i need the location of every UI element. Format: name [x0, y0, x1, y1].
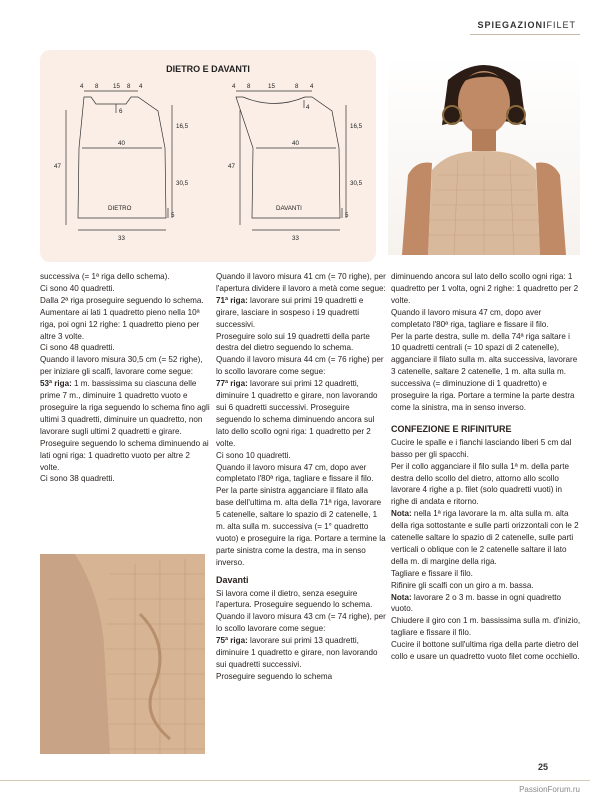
paragraph: Cucire le spalle e i fianchi lasciando liberi 5 cm dal basso per gli spacchi.	[391, 437, 572, 459]
dim-front-armhole: 16,5	[350, 123, 363, 130]
dim-front-hem: 33	[292, 235, 299, 242]
paragraph-row77	[216, 378, 386, 449]
header-subtitle: FILET	[546, 20, 576, 30]
dim-back-8-left: 8	[95, 83, 99, 90]
dim-back-neck: 15	[113, 83, 120, 90]
paragraph: Aumentare ai lati 1 quadretto pieno nella 10ª riga, poi ogni 12 righe: 1 quadretto pieno per altre 3 volte.	[40, 307, 200, 341]
paragraph: Ci sono 48 quadretti.	[40, 343, 115, 353]
dim-front-neck: 15	[268, 83, 275, 90]
paragraph: Proseguire solo sui 19 quadretti della parte destra del dietro seguendo lo schema.	[216, 331, 370, 353]
paragraph: Ci sono 40 quadretti.	[40, 283, 115, 293]
paragraph-row75	[216, 635, 386, 671]
dim-back-width: 40	[118, 140, 125, 147]
paragraph: Cucire il bottone sull'ultima riga della parte dietro del collo e usare un quadretto vuoto filet come occhiello.	[391, 640, 580, 662]
paragraph: diminuendo ancora sul lato dello scollo ogni riga: 1 quadretto per 1 volta, ogni 2 righe: 1 quadretto per 2 volte.	[391, 272, 579, 305]
text-column-2	[216, 271, 386, 683]
dim-front-neck-depth: 4	[306, 104, 310, 111]
row-text: lavorare sui primi 12 quadretti, diminuire 1 quadretto e girare, non lavorando sui 6 quadretti successivi. Proseguire seguendo lo schema diminuendo ancora sul lato dello scollo ogni riga: 1 quadretto per 2 volte.	[216, 379, 378, 448]
dim-back-split: 5	[171, 212, 175, 219]
paragraph-nota2	[391, 592, 581, 616]
front-label: DAVANTI	[276, 205, 302, 212]
row-label: 71ª riga:	[216, 295, 248, 305]
dim-back-slit: 6	[119, 108, 123, 115]
paragraph: Quando il lavoro misura 44 cm (= 76 righe) per lo scollo lavorare come segue:	[216, 355, 384, 377]
text-column-1	[40, 271, 210, 485]
dim-back-shoulder-right: 4	[139, 83, 143, 90]
page-header	[477, 20, 576, 30]
model-photo	[388, 55, 580, 255]
row-text: lavorare sui primi 13 quadretti, diminuire 1 quadretto e girare, non lavorando sui quadretti successivi.	[216, 636, 378, 669]
schema-title: DIETRO E DAVANTI	[166, 64, 250, 74]
dim-back-length: 47	[54, 163, 61, 170]
paragraph: Per il collo agganciare il filo sulla 1ª m. della parte destra dello scollo del dietro, attorno allo scollo lavorare 4 righe a p. filet (solo quadretti vuoti) in righe di andata e ritorno.	[391, 461, 569, 507]
paragraph: Quando il lavoro misura 47 cm, dopo aver completato l'80ª riga, tagliare e fissare il filo.	[391, 307, 549, 329]
row-text: 1 m. bassissima su ciascuna delle prime 7 m., diminuire 1 quadretto vuoto e proseguire la riga seguendo lo schema fino agli ultimi 3 quadretti, diminuire un quadretto, non lavorare sugli ultimi 2 quadretti e girare.	[40, 379, 210, 436]
dim-back-shoulder-left: 4	[80, 83, 84, 90]
section-heading-davanti: Davanti	[216, 574, 249, 585]
dim-front-8-left: 8	[247, 83, 251, 90]
paragraph: Quando il lavoro misura 30,5 cm (= 52 righe), per iniziare gli scalfi, lavorare come segue:	[40, 355, 203, 377]
dim-back-armhole: 16,5	[176, 123, 189, 130]
dim-back-8-right: 8	[127, 83, 131, 90]
dim-front-length: 47	[228, 163, 235, 170]
header-rule	[470, 34, 580, 35]
paragraph: successiva (= 1ª riga dello schema).	[40, 272, 170, 281]
paragraph: Per la parte destra, sulle m. della 74ª riga saltare i 10 quadretti centrali (= 10 spazi di 2 catenelle), agganciare il filato sulla m. alta successiva, lavorare 3 catenelle, saltare 2 catenelle, 1 m. alta sulla m. successiva (= diminuzione di 1 quadretto) e proseguire la riga. Portare a termine la parte destra come la sinistra, ma in senso inverso.	[391, 331, 578, 412]
schema-panel	[40, 50, 376, 262]
paragraph-row53	[40, 378, 210, 438]
dim-back-body: 30,5	[176, 180, 189, 187]
paragraph: Quando il lavoro misura 41 cm (= 70 righe), per l'apertura dividere il lavoro a metà come segue:	[216, 272, 386, 293]
footer-rule	[0, 780, 590, 781]
dim-front-split: 5	[345, 212, 349, 219]
model-illustration	[388, 55, 580, 255]
paragraph: Per la parte sinistra agganciare il filato alla base dell'ultima m. alta della 71ª riga, lavorare 5 catenelle, saltare lo spazio di 2 catenelle, 1 m. alta sulla m. successiva (= 1° quadretto vuoto) e proseguire la riga. Portare a termine la parte sinistra come la destra, ma in senso inverso.	[216, 486, 386, 567]
schema-diagram	[40, 50, 376, 262]
paragraph: Tagliare e fissare il filo.	[391, 568, 473, 578]
paragraph: Proseguire seguendo lo schema diminuendo ai lati ogni riga: 1 quadretto vuoto per altre 2 volte.	[40, 438, 209, 472]
dim-front-body: 30,5	[350, 180, 363, 187]
garment-closeup-photo	[40, 554, 205, 754]
paragraph: Quando il lavoro misura 47 cm, dopo aver completato l'80ª riga, tagliare e fissare il filo.	[216, 462, 374, 484]
row-label: 75ª riga:	[216, 636, 248, 646]
dim-front-width: 40	[292, 140, 299, 147]
paragraph: Ci sono 38 quadretti.	[40, 474, 115, 484]
paragraph: Chiudere il giro con 1 m. bassissima sulla m. d'inizio, tagliare e fissare il filo.	[391, 616, 581, 638]
note-text: nella 1ª riga lavorare la m. alta sulla m. alta della riga sottostante e sulle parti orizzontali con le 2 catenelle saltare lo spazio di 2 catenelle, sulle parti verticali o oblique con le 2 catenelle saltare il lato della m. di margine della riga.	[391, 509, 579, 566]
note-text: lavorare 2 o 3 m. basse in ogni quadretto vuoto.	[391, 592, 562, 614]
dim-front-shoulder-left: 4	[232, 83, 236, 90]
paragraph: Si lavora come il dietro, senza eseguire l'apertura. Proseguire seguendo lo schema. Quando il lavoro misura 43 cm (= 74 righe), per lo scollo lavorare come segue:	[216, 588, 386, 634]
dim-front-8-right: 8	[295, 83, 299, 90]
back-label: DIETRO	[108, 205, 132, 212]
paragraph: Ci sono 10 quadretti.	[216, 450, 291, 460]
paragraph-row71	[216, 295, 386, 331]
header-title: SPIEGAZIONI	[477, 20, 547, 30]
paragraph: Proseguire seguendo lo schema	[216, 671, 333, 681]
paragraph: Rifinire gli scalfi con un giro a m. bassa.	[391, 580, 534, 590]
dim-back-hem: 33	[118, 235, 125, 242]
note-label: Nota:	[391, 592, 412, 602]
row-label: 77ª riga:	[216, 379, 248, 389]
paragraph-nota1	[391, 508, 581, 568]
page-number: 25	[538, 762, 549, 772]
row-text: lavorare sui primi 19 quadretti e girare, lasciare in sospeso i 19 quadretti successivi.	[216, 295, 364, 329]
row-label: 53ª riga:	[40, 379, 72, 389]
watermark: PassionForum.ru	[519, 785, 580, 794]
note-label: Nota:	[391, 509, 412, 519]
paragraph: Dalla 2ª riga proseguire seguendo lo schema.	[40, 295, 204, 305]
section-heading-confezione: CONFEZIONE E RIFINITURE	[391, 423, 512, 434]
dim-front-shoulder-right: 4	[310, 83, 314, 90]
text-column-3	[391, 271, 581, 663]
garment-illustration	[40, 554, 205, 754]
